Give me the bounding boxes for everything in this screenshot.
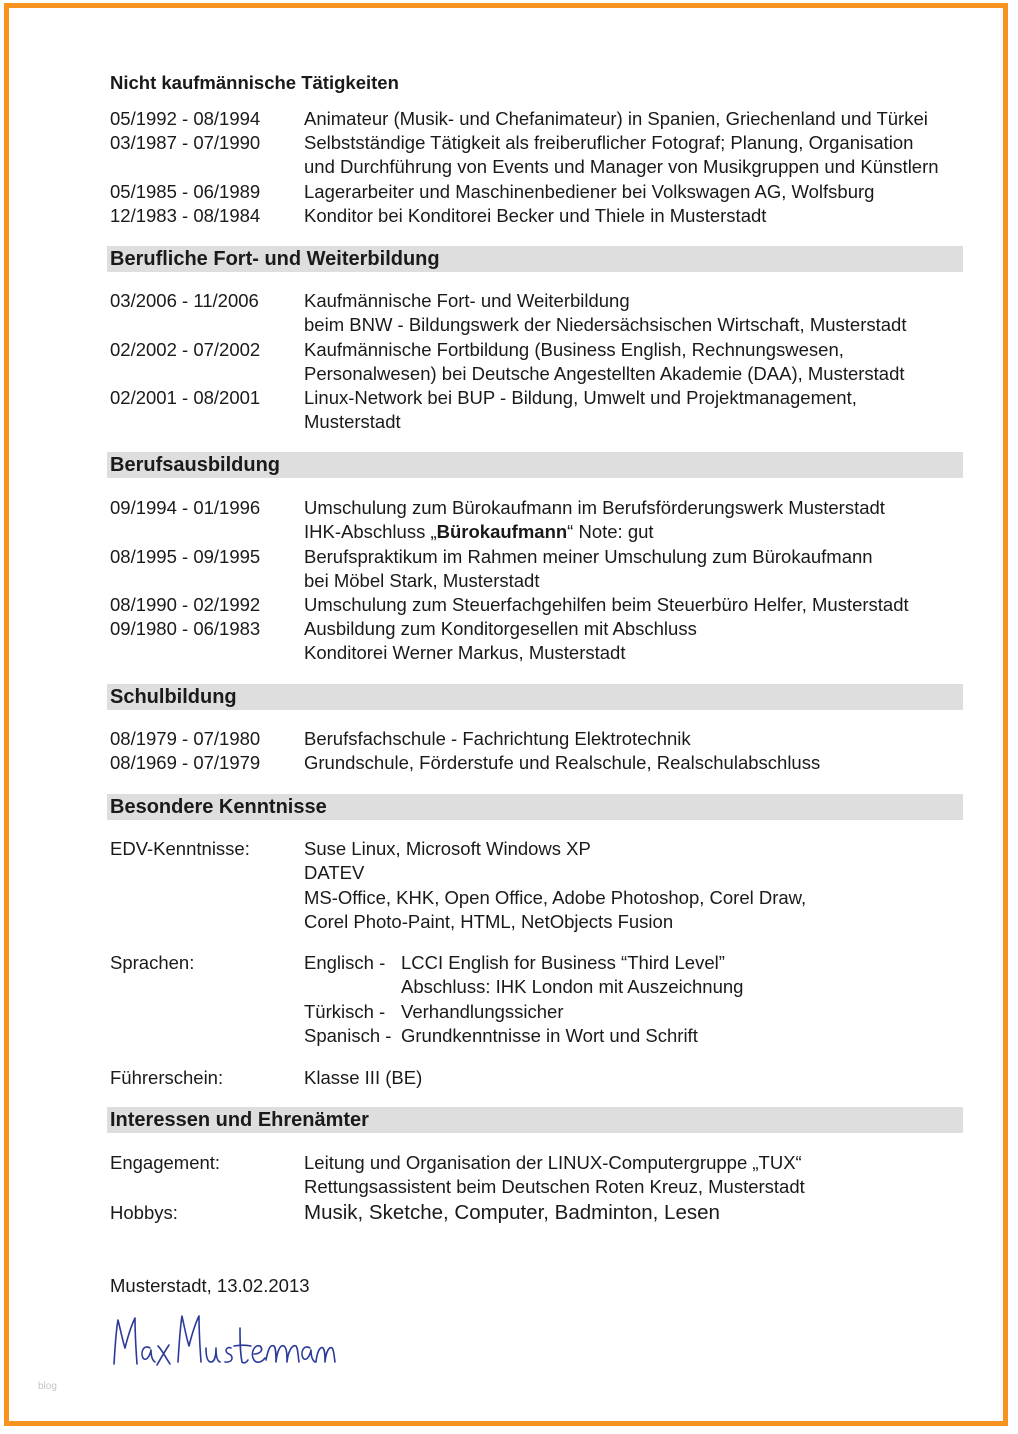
entry-period: 02/2002 - 07/2002 [110, 339, 261, 360]
fuehrerschein-label: Führerschein: [110, 1067, 224, 1088]
entry-line: beim BNW - Bildungswerk der Niedersächsischen Wirtschaft, Musterstadt [304, 314, 907, 336]
edv-label: EDV-Kenntnisse: [110, 838, 250, 859]
entry-period: 12/1983 - 08/1984 [110, 205, 261, 226]
entry-line [304, 520, 885, 544]
section-heading-weiterbildung: Berufliche Fort- und Weiterbildung [107, 246, 963, 272]
entry-description [304, 751, 820, 775]
entry-line: Ausbildung zum Konditorgesellen mit Abschluss [304, 618, 697, 639]
entry-line: Selbstständige Tätigkeit als freiberuflicher Fotograf; Planung, Organisation [304, 132, 914, 153]
language-entry [304, 1000, 743, 1024]
edv-line: Corel Photo-Paint, HTML, NetObjects Fusion [304, 910, 674, 932]
entry-description [304, 338, 905, 387]
entry-line: Berufsfachschule - Fachrichtung Elektrotechnik [304, 728, 691, 749]
entry-text: IHK-Abschluss „ [304, 521, 437, 543]
entry-line: Linux-Network bei BUP - Bildung, Umwelt und Projektmanagement, [304, 387, 857, 408]
entry-line: Konditorei Werner Markus, Musterstadt [304, 642, 626, 664]
section-heading-kenntnisse: Besondere Kenntnisse [107, 794, 963, 820]
engagement-value [304, 1151, 805, 1200]
edv-value [304, 837, 806, 934]
entry-line: Musterstadt [304, 411, 401, 433]
hobbys-label: Hobbys: [110, 1202, 178, 1223]
language-name: Englisch - [304, 952, 386, 973]
watermark: blog [38, 1381, 57, 1392]
entry-description [304, 131, 939, 180]
entry-description [304, 204, 766, 228]
entry-period: 09/1994 - 01/1996 [110, 497, 261, 518]
edv-line: DATEV [304, 862, 365, 884]
edv-line: MS-Office, KHK, Open Office, Adobe Photoshop, Corel Draw, [304, 886, 807, 908]
language-entry [304, 1024, 743, 1048]
entry-period: 08/1979 - 07/1980 [110, 728, 261, 749]
sprachen-value [304, 951, 743, 1048]
engagement-label: Engagement: [110, 1152, 221, 1173]
entry-period: 02/2001 - 08/2001 [110, 387, 261, 408]
language-name: Spanisch - [304, 1024, 392, 1046]
hobbys-value: Musik, Sketche, Computer, Badminton, Lesen [304, 1201, 720, 1224]
degree-title: Bürokaufmann [436, 521, 568, 543]
handwritten-signature [108, 1308, 338, 1374]
entry-period: 03/1987 - 07/1990 [110, 132, 261, 153]
entry-line: Lagerarbeiter und Maschinenbediener bei Volkswagen AG, Wolfsburg [304, 181, 875, 202]
entry-period: 08/1969 - 07/1979 [110, 752, 261, 773]
section-heading-schulbildung: Schulbildung [107, 684, 963, 710]
language-entry-cont [304, 975, 743, 999]
entry-line: Kaufmännische Fortbildung (Business English, Rechnungswesen, [304, 339, 844, 360]
entry-line: Animateur (Musik- und Chefanimateur) in Spanien, Griechenland und Türkei [304, 108, 928, 129]
language-level: Grundkenntnisse in Wort und Schrift [401, 1024, 698, 1046]
entry-description [304, 617, 697, 666]
entry-description [304, 386, 857, 435]
language-name: Türkisch - [304, 1000, 386, 1022]
entry-description [304, 496, 885, 545]
entry-period: 08/1990 - 02/1992 [110, 594, 261, 615]
entry-line: Grundschule, Förderstufe und Realschule, Realschulabschluss [304, 752, 821, 773]
language-entry [304, 951, 743, 975]
entry-line: Umschulung zum Bürokaufmann im Berufsförderungswerk Musterstadt [304, 497, 885, 518]
section-heading-interessen: Interessen und Ehrenämter [107, 1107, 963, 1133]
entry-text: “ Note: gut [567, 521, 654, 543]
language-level: LCCI English for Business “Third Level” [401, 952, 725, 973]
entry-description [304, 289, 906, 338]
sprachen-label: Sprachen: [110, 952, 195, 973]
entry-line: Umschulung zum Steuerfachgehilfen beim Steuerbüro Helfer, Musterstadt [304, 594, 909, 615]
entry-period: 03/2006 - 11/2006 [110, 290, 259, 311]
entry-line: bei Möbel Stark, Musterstadt [304, 570, 540, 592]
section-heading-berufsausbildung: Berufsausbildung [107, 452, 963, 478]
engagement-line: Rettungsassistent beim Deutschen Roten Kreuz, Musterstadt [304, 1176, 805, 1198]
entry-description [304, 107, 928, 131]
entry-line: Konditor bei Konditorei Becker und Thiele in Musterstadt [304, 205, 767, 226]
entry-description [304, 727, 691, 751]
entry-line: Personalwesen) bei Deutsche Angestellten Akademie (DAA), Musterstadt [304, 363, 905, 385]
entry-description [304, 545, 873, 594]
entry-period: 05/1985 - 06/1989 [110, 181, 261, 202]
entry-description [304, 180, 874, 204]
entry-line: Kaufmännische Fort- und Weiterbildung [304, 290, 630, 311]
entry-description [304, 593, 909, 617]
entry-line: Berufspraktikum im Rahmen meiner Umschulung zum Bürokaufmann [304, 546, 873, 567]
engagement-line: Leitung und Organisation der LINUX-Computergruppe „TUX“ [304, 1152, 802, 1173]
entry-period: 05/1992 - 08/1994 [110, 108, 261, 129]
fuehrerschein-value: Klasse III (BE) [304, 1067, 423, 1088]
entry-period: 09/1980 - 06/1983 [110, 618, 261, 639]
entry-period: 08/1995 - 09/1995 [110, 546, 261, 567]
place-and-date: Musterstadt, 13.02.2013 [110, 1275, 310, 1296]
language-level: Verhandlungssicher [401, 1000, 564, 1022]
section-heading-nicht-kaufmaennisch: Nicht kaufmännische Tätigkeiten [110, 72, 399, 93]
language-level: Abschluss: IHK London mit Auszeichnung [401, 976, 744, 998]
edv-line: Suse Linux, Microsoft Windows XP [304, 838, 591, 859]
entry-line: und Durchführung von Events und Manager von Musikgruppen und Künstlern [304, 156, 939, 178]
